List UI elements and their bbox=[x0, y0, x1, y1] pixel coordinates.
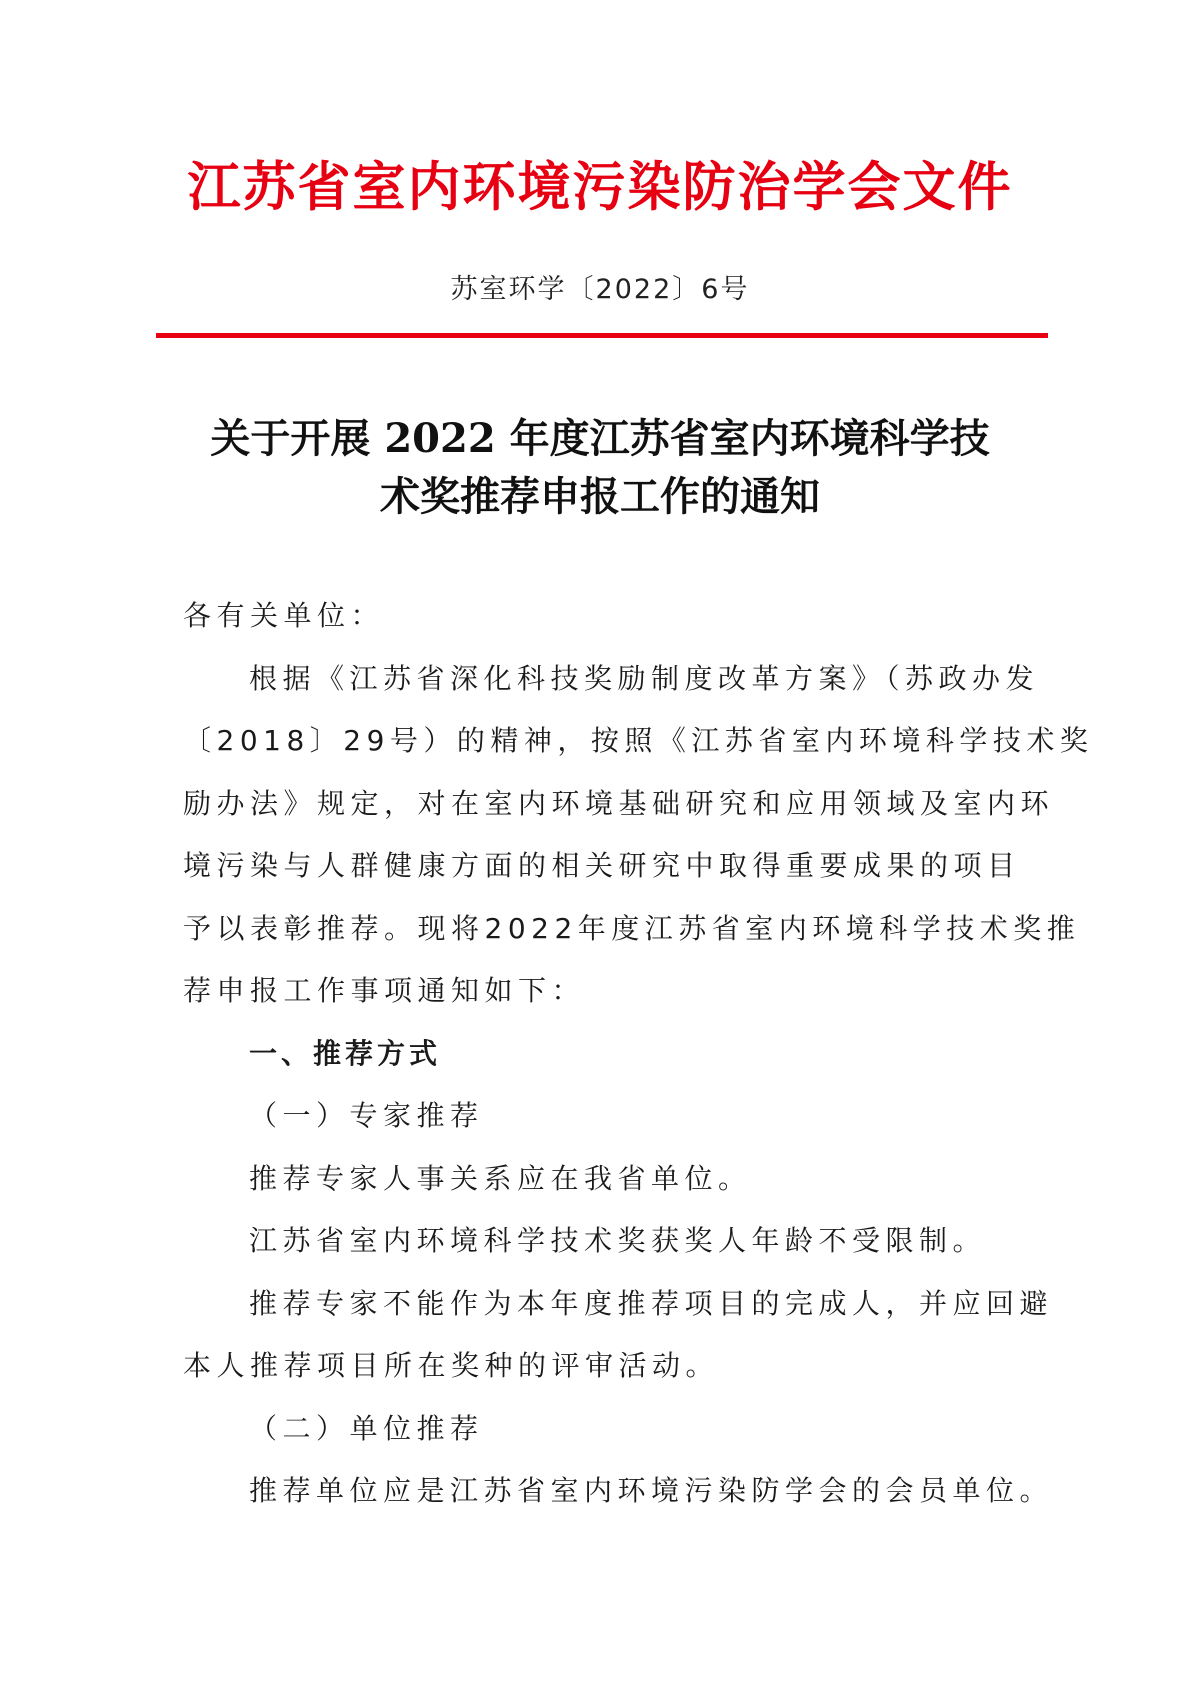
document-title bbox=[150, 410, 1050, 526]
intro-line: 励办法》规定，对在室内环境基础研究和应用领域及室内环 bbox=[183, 786, 1055, 820]
paragraph-line: 推荐专家不能作为本年度推荐项目的完成人，并应回避 bbox=[249, 1286, 1054, 1320]
title-line-2: 术奖推荐申报工作的通知 bbox=[380, 473, 820, 520]
intro-line: 予以表彰推荐。现将2022年度江苏省室内环境科学技术奖推 bbox=[183, 911, 1081, 945]
paragraph-line: 推荐单位应是江苏省室内环境污染防学会的会员单位。 bbox=[249, 1474, 1054, 1507]
subsection-heading: （二）单位推荐 bbox=[249, 1411, 484, 1445]
title-line-1: 关于开展 2022 年度江苏省室内环境科学技 bbox=[210, 415, 990, 462]
intro-line: 境污染与人群健康方面的相关研究中取得重要成果的项目 bbox=[183, 849, 1021, 882]
organization-header: 江苏省室内环境污染防治学会文件 bbox=[187, 156, 1013, 218]
intro-line: 荐申报工作事项通知如下： bbox=[183, 974, 586, 1007]
paragraph-line: 推荐专家人事关系应在我省单位。 bbox=[249, 1161, 752, 1195]
paragraph-line: 江苏省室内环境科学技术奖获奖人年龄不受限制。 bbox=[249, 1224, 987, 1257]
red-divider-rule bbox=[156, 333, 1048, 338]
document-body bbox=[183, 585, 1094, 1523]
subsection-heading: （一）专家推荐 bbox=[249, 1099, 484, 1132]
section-heading: 一、推荐方式 bbox=[249, 1036, 442, 1070]
intro-line: 根据《江苏省深化科技奖励制度改革方案》（苏政办发 bbox=[249, 661, 1040, 695]
document-number: 苏室环学〔2022〕6号 bbox=[450, 274, 750, 305]
salutation: 各有关单位： bbox=[183, 599, 385, 632]
paragraph-line: 本人推荐项目所在奖种的评审活动。 bbox=[183, 1349, 720, 1382]
intro-line: 〔2018〕29号）的精神，按照《江苏省室内环境科学技术奖 bbox=[183, 724, 1094, 757]
